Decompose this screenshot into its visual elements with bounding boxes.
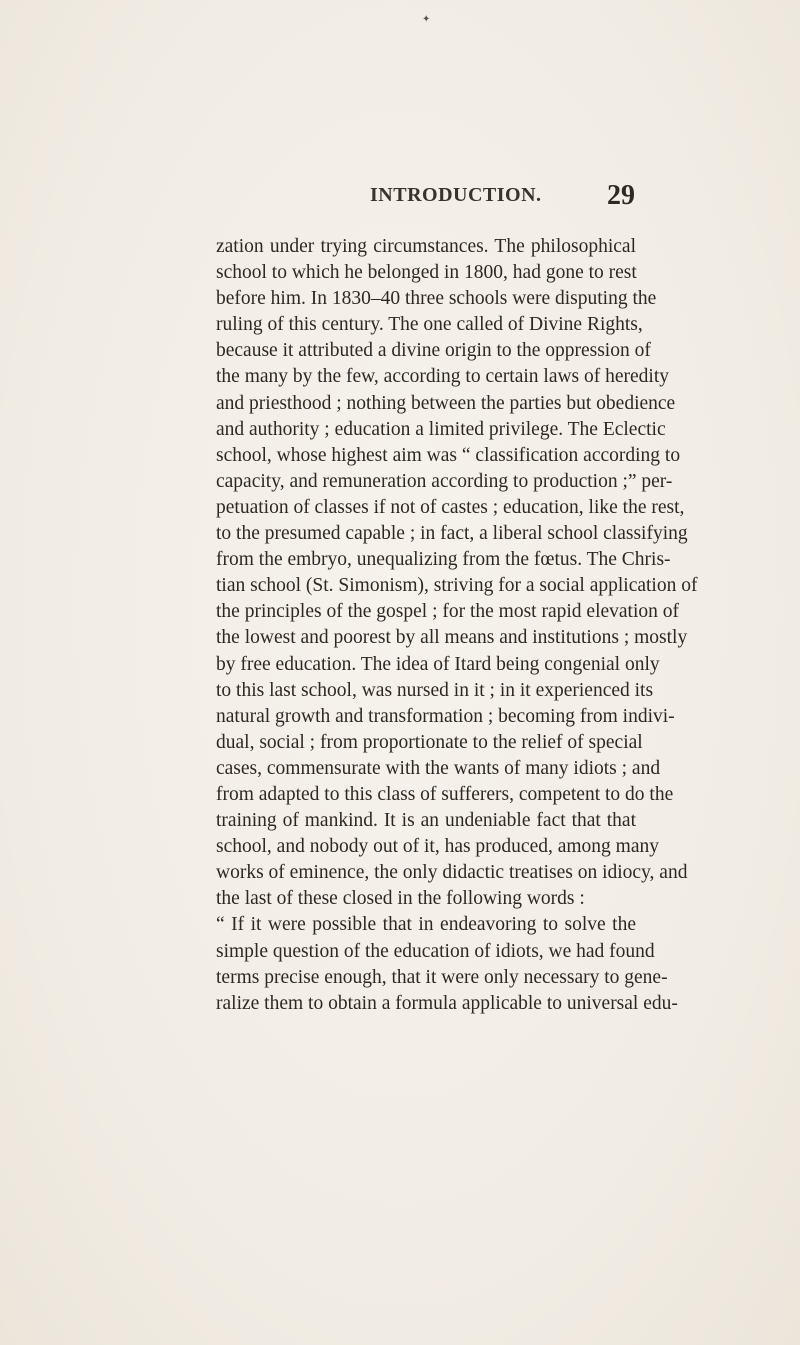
text-line: school to which he belonged in 1800, had gone to rest bbox=[216, 262, 637, 284]
text-line: school, whose highest aim was “ classification according to bbox=[216, 444, 681, 466]
text-line: the many by the few, according to certain laws of heredity bbox=[216, 366, 670, 388]
text-line: the last of these closed in the following words : bbox=[216, 888, 585, 910]
text-line: petuation of classes if not of castes ; education, like the rest, bbox=[216, 496, 685, 518]
running-title: INTRODUCTION. bbox=[370, 184, 542, 206]
text-line: “ If it were possible that in endeavoring to solve the bbox=[216, 914, 636, 936]
text-line: training of mankind. It is an undeniable fact that that bbox=[216, 810, 636, 832]
text-line: zation under trying circumstances. The philosophical bbox=[216, 236, 636, 257]
text-line: natural growth and transformation ; becoming from indivi- bbox=[216, 705, 675, 727]
text-line: tian school (St. Simonism), striving for a social application of bbox=[216, 575, 698, 597]
page-number: 29 bbox=[607, 180, 635, 211]
text-line: the principles of the gospel ; for the most rapid elevation of bbox=[216, 601, 680, 623]
printer-mark: ✦ bbox=[422, 14, 431, 25]
running-head bbox=[215, 180, 635, 214]
text-line: simple question of the education of idiots, we had found bbox=[216, 940, 655, 962]
text-line: cases, commensurate with the wants of many idiots ; and bbox=[216, 757, 661, 779]
text-line: capacity, and remuneration according to production ;” per- bbox=[216, 470, 673, 492]
text-line: works of eminence, the only didactic treatises on idiocy, and bbox=[216, 862, 688, 884]
text-line: ralize them to obtain a formula applicable to universal edu- bbox=[216, 992, 678, 1014]
text-line: from the embryo, unequalizing from the fœtus. The Chris- bbox=[216, 549, 671, 571]
text-line: and priesthood ; nothing between the parties but obedience bbox=[216, 392, 676, 414]
text-line: and authority ; education a limited privilege. The Eclectic bbox=[216, 418, 666, 440]
text-line: before him. In 1830–40 three schools were disputing the bbox=[216, 288, 657, 310]
text-line: school, and nobody out of it, has produced, among many bbox=[216, 836, 660, 858]
text-line: because it attributed a divine origin to the oppression of bbox=[216, 340, 651, 362]
text-line: to this last school, was nursed in it ; in it experienced its bbox=[216, 679, 654, 701]
text-line: from adapted to this class of sufferers, competent to do the bbox=[216, 783, 674, 805]
text-line: to the presumed capable ; in fact, a liberal school classifying bbox=[216, 523, 688, 545]
text-line: ruling of this century. The one called of Divine Rights, bbox=[216, 314, 643, 336]
text-line: dual, social ; from proportionate to the relief of special bbox=[216, 731, 643, 753]
text-line: the lowest and poorest by all means and institutions ; mostly bbox=[216, 627, 688, 649]
text-line: by free education. The idea of Itard being congenial only bbox=[216, 653, 660, 675]
body-text bbox=[216, 234, 698, 1017]
text-line: terms precise enough, that it were only necessary to gene- bbox=[216, 966, 668, 988]
